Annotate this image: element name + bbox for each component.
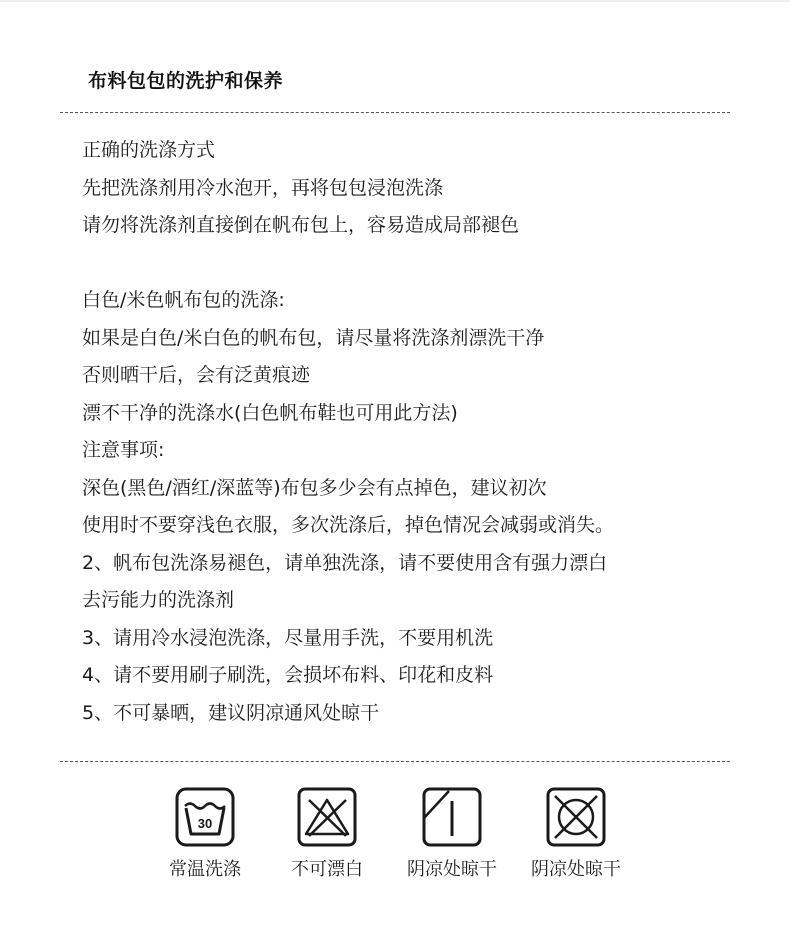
text-line: 请勿将洗涤剂直接倒在帆布包上，容易造成局部褪色 (82, 214, 520, 236)
care-symbol-bleach (257, 786, 397, 881)
text-line: 如果是白色/米白色的帆布包，请尽量将洗涤剂漂洗干净 (82, 326, 545, 349)
wash-temperature: 30 (197, 816, 213, 831)
care-symbol-label: 阴凉处晾干 (531, 859, 621, 880)
text-line: 2、帆布包洗涤易褪色，请单独洗涤，请不要使用含有强力漂白 (82, 551, 608, 574)
care-symbol-no-tumble (506, 786, 646, 881)
divider-top (60, 112, 730, 113)
page-title: 布料包包的洗护和保养 (88, 70, 284, 92)
text-line: 正确的洗涤方式 (82, 139, 216, 161)
no-tumble-dry-icon (545, 786, 607, 848)
line-dry-shade-icon (421, 786, 483, 848)
text-line: 否则晒干后，会有泛黄痕迹 (82, 364, 311, 386)
care-symbol-dry-shade (382, 786, 522, 881)
care-symbols (0, 786, 790, 886)
care-symbol-wash (135, 786, 275, 881)
text-line: 漂不干净的洗涤水(白色帆布鞋也可用此方法) (82, 401, 458, 424)
text-line: 4、请不要用刷子刷洗，会损坏布料、印花和皮料 (82, 664, 494, 686)
no-bleach-icon (296, 786, 358, 848)
care-instructions (82, 132, 742, 732)
care-symbol-label: 不可漂白 (291, 859, 363, 880)
text-line: 3、请用冷水浸泡洗涤，尽量用手洗，不要用机洗 (82, 626, 494, 649)
blank-line (82, 245, 742, 283)
top-border (0, 0, 790, 2)
text-line: 白色/米色帆布包的洗涤: (82, 289, 285, 311)
care-symbol-label: 阴凉处晾干 (407, 859, 497, 880)
text-line: 深色(黑色/酒红/深蓝等)布包多少会有点掉色，建议初次 (82, 476, 547, 499)
wash-30-icon (174, 786, 236, 848)
text-line: 注意事项: (82, 439, 165, 461)
text-line: 5、不可暴晒，建议阴凉通风处晾干 (82, 701, 380, 724)
text-line: 先把洗涤剂用冷水泡开，再将包包浸泡洗涤 (82, 176, 444, 199)
text-line: 使用时不要穿浅色衣服，多次洗涤后，掉色情况会减弱或消失。 (82, 514, 615, 536)
care-symbol-label: 常温洗涤 (169, 859, 241, 880)
text-line: 去污能力的洗涤剂 (82, 589, 235, 611)
divider-bottom (60, 761, 730, 762)
